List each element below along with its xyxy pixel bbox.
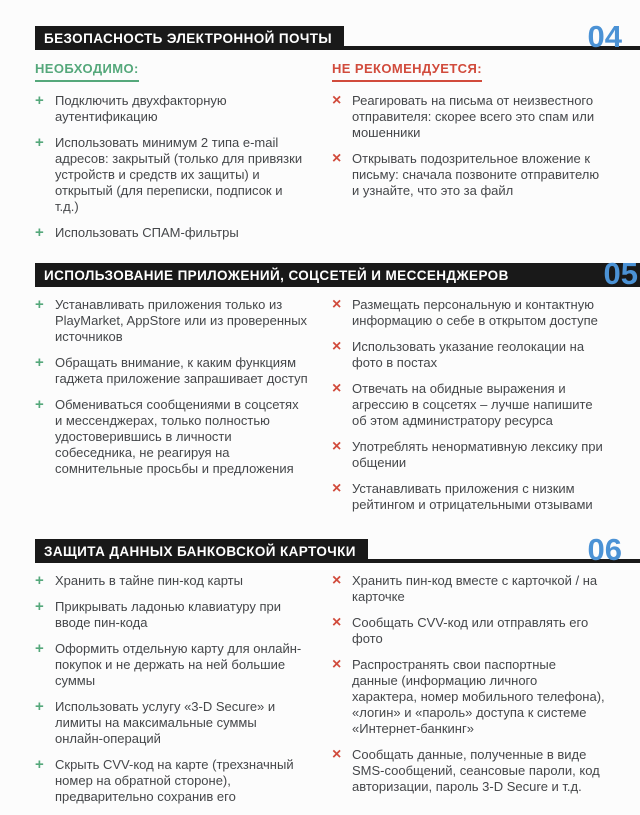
plus-icon: + [35, 296, 44, 313]
do-item [35, 699, 308, 747]
plus-icon: + [35, 572, 44, 589]
cross-icon: × [332, 572, 342, 589]
dont-column [332, 60, 605, 251]
dont-item [332, 339, 605, 371]
item-text: Оформить отдельную карту для онлайн-покупок и не держать на ней большие суммы [55, 641, 302, 688]
plus-icon: + [35, 698, 44, 715]
section-email-security [0, 19, 640, 251]
section-number: 06 [587, 532, 622, 567]
item-text: Использовать услугу «3-D Secure» и лимиты на максимальные суммы онлайн-операций [55, 699, 276, 746]
do-item [35, 93, 308, 125]
cross-icon: × [332, 656, 342, 673]
do-item [35, 641, 308, 689]
section-number: 04 [587, 19, 622, 54]
columns [35, 60, 605, 251]
item-text: Отвечать на обидные выражения и агрессию в соцсетях – лучше напишите об этом администратору ресурса [352, 381, 593, 428]
section-number: 05 [603, 256, 638, 291]
dont-item [332, 573, 605, 605]
section-bank-card [0, 532, 640, 815]
dont-item [332, 657, 605, 737]
do-item [35, 397, 308, 477]
columns [35, 297, 605, 523]
section-title: ИСПОЛЬЗОВАНИЕ ПРИЛОЖЕНИЙ, СОЦСЕТЕЙ И МЕССЕНДЖЕРОВ [44, 267, 509, 283]
plus-icon: + [35, 134, 44, 151]
do-item [35, 757, 308, 805]
section-header [35, 19, 640, 54]
section-title: БЕЗОПАСНОСТЬ ЭЛЕКТРОННОЙ ПОЧТЫ [44, 30, 333, 46]
dont-item [332, 151, 605, 199]
columns [35, 573, 605, 815]
do-item [35, 297, 308, 345]
cross-icon: × [332, 614, 342, 631]
dont-item [332, 381, 605, 429]
item-text: Сообщать данные, полученные в виде SMS-сообщений, сеансовые пароли, код авторизации, пароль 3-D Secure и т.д. [352, 747, 600, 794]
dont-item [332, 747, 605, 795]
item-text: Устанавливать приложения с низким рейтингом и отрицательными отзывами [352, 481, 593, 512]
plus-icon: + [35, 756, 44, 773]
item-text: Реагировать на письма от неизвестного отправителя: скорее всего это спам или мошенники [352, 93, 595, 140]
dont-item [332, 481, 605, 513]
do-item [35, 135, 308, 215]
section-title: ЗАЩИТА ДАННЫХ БАНКОВСКОЙ КАРТОЧКИ [44, 543, 356, 559]
dont-item [332, 93, 605, 141]
section-title-bar [35, 539, 368, 563]
cross-icon: × [332, 480, 342, 497]
do-item [35, 355, 308, 387]
cross-icon: × [332, 338, 342, 355]
plus-icon: + [35, 640, 44, 657]
do-column [35, 297, 308, 523]
dont-column [332, 573, 605, 815]
item-text: Распространять свои паспортные данные (информацию личного характера, номер мобильного телефона), «логин» и «пароль» доступа к системе «Интернет-банкинг» [352, 657, 605, 736]
item-text: Хранить пин-код вместе с карточкой / на карточке [352, 573, 598, 604]
item-text: Употреблять ненормативную лексику при общении [352, 439, 603, 470]
cross-icon: × [332, 380, 342, 397]
section-header [35, 256, 640, 291]
cross-icon: × [332, 296, 342, 313]
dont-heading: НЕ РЕКОМЕНДУЕТСЯ: [332, 61, 482, 82]
item-text: Прикрывать ладонью клавиатуру при вводе пин-кода [55, 599, 282, 630]
plus-icon: + [35, 224, 44, 241]
section-title-bar [35, 263, 640, 287]
item-text: Открывать подозрительное вложение к письму: сначала позвоните отправителю и узнайте, что это за файл [352, 151, 600, 198]
do-item [35, 599, 308, 631]
cross-icon: × [332, 438, 342, 455]
item-text: Использовать минимум 2 типа e-mail адресов: закрытый (только для привязки устройств и средств их защиты) и открытый (для переписки, подписок и т.д.) [55, 135, 303, 214]
do-column [35, 60, 308, 251]
dont-item [332, 615, 605, 647]
section-title-bar [35, 26, 344, 50]
cross-icon: × [332, 746, 342, 763]
section-apps-social [0, 256, 640, 523]
plus-icon: + [35, 354, 44, 371]
plus-icon: + [35, 396, 44, 413]
item-text: Использовать указание геолокации на фото в постах [352, 339, 585, 370]
dont-column [332, 297, 605, 523]
item-text: Использовать СПАМ-фильтры [55, 225, 239, 240]
item-text: Подключить двухфакторную аутентификацию [55, 93, 227, 124]
plus-icon: + [35, 92, 44, 109]
do-heading: НЕОБХОДИМО: [35, 61, 139, 82]
item-text: Устанавливать приложения только из PlayMarket, AppStore или из проверенных источников [55, 297, 308, 344]
do-item [35, 225, 308, 241]
item-text: Хранить в тайне пин-код карты [55, 573, 243, 588]
item-text: Размещать персональную и контактную информацию о себе в открытом доступе [352, 297, 598, 328]
item-text: Сообщать CVV-код или отправлять его фото [352, 615, 589, 646]
section-header [35, 532, 640, 567]
item-text: Обращать внимание, к каким функциям гаджета приложение запрашивает доступ [55, 355, 308, 386]
item-text: Скрыть CVV-код на карте (трехзначный номер на обратной стороне), предварительно сохранив его [55, 757, 294, 804]
item-text: Обмениваться сообщениями в соцсетях и мессенджерах, только полностью удостоверившись в личности собеседника, не реагируя на сомнительные просьбы и предложения [55, 397, 299, 476]
do-item [35, 573, 308, 589]
dont-item [332, 297, 605, 329]
cross-icon: × [332, 150, 342, 167]
cross-icon: × [332, 92, 342, 109]
dont-item [332, 439, 605, 471]
plus-icon: + [35, 598, 44, 615]
do-column [35, 573, 308, 815]
